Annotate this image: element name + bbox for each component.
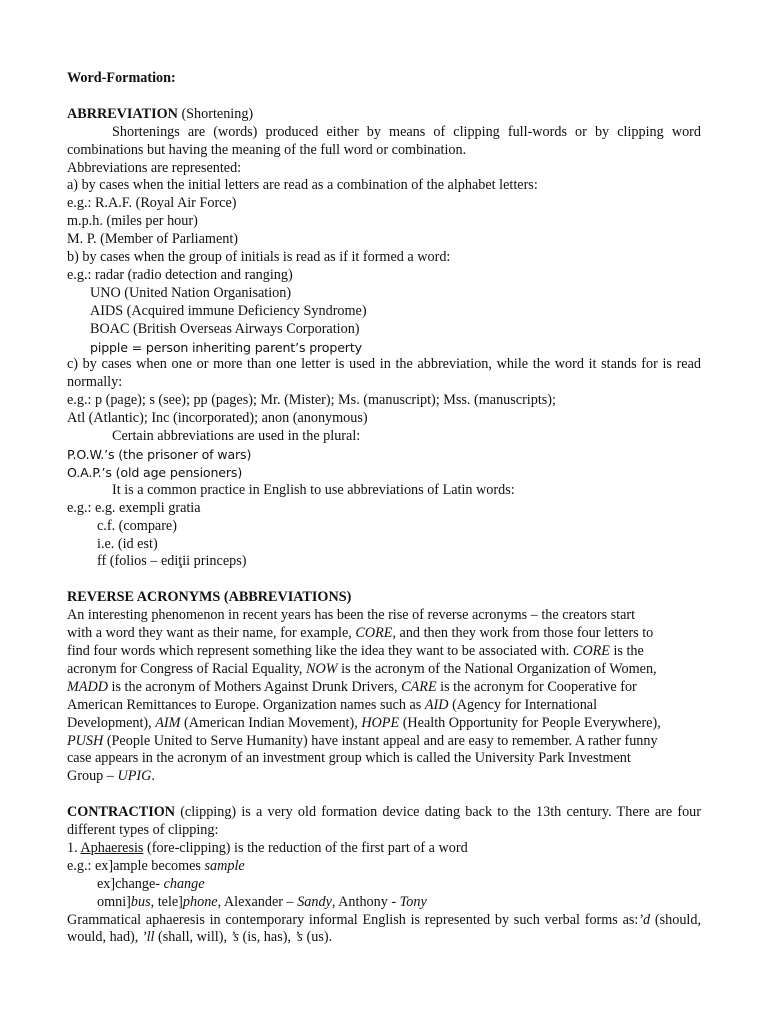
page-title: Word-Formation: <box>67 70 176 86</box>
abbreviation-case-a: a) by cases when the initial letters are read as a combination of the alphabet letters: <box>67 177 538 194</box>
document-body <box>67 70 701 947</box>
contraction-heading: CONTRACTION <box>67 804 175 821</box>
example-line: c.f. (compare) <box>97 517 177 534</box>
example-line: ex]change- change <box>97 875 205 892</box>
example-line: ff (folios – ediţii princeps) <box>97 553 247 570</box>
paragraph-line: PUSH (People United to Serve Humanity) have instant appeal and are easy to remember. A rather funny <box>67 732 658 749</box>
paragraph-line: case appears in the acronym of an investment group which is called the University Park Investment <box>67 750 631 767</box>
paragraph-line: with a word they want as their name, for example, CORE, and then they work from those four letters to <box>67 625 654 642</box>
latin-intro: It is a common practice in English to use abbreviations of Latin words: <box>112 481 515 498</box>
example-line: UNO (United Nation Organisation) <box>90 284 292 301</box>
abbreviation-represented: Abbreviations are represented: <box>67 159 242 176</box>
example-line: O.A.P.’s (old age pensioners) <box>67 464 243 480</box>
example-line: Atl (Atlantic); Inc (incorporated); anon (anonymous) <box>67 410 368 427</box>
paragraph-line: acronym for Congress of Racial Equality, NOW is the acronym of the National Organization of Women, <box>67 660 657 677</box>
reverse-acronyms-heading: REVERSE ACRONYMS (ABBREVIATIONS) <box>67 589 352 606</box>
example-line: i.e. (id est) <box>97 535 158 552</box>
example-line: omni]bus, tele]phone, Alexander – Sandy, Anthony - Tony <box>97 893 427 910</box>
example-line: e.g.: e.g. exempli gratia <box>67 499 201 516</box>
example-line: e.g.: radar (radio detection and ranging) <box>67 266 293 283</box>
abbreviation-case-c: c) by cases when one or more than one letter is used in the abbreviation, while the word it stands for is read normally: <box>67 356 701 391</box>
abbreviation-heading-note: (Shortening) <box>177 105 254 122</box>
contraction-intro: CONTRACTION (clipping) is a very old formation device dating back to the 13th century. There are four different types of clipping: <box>67 804 701 839</box>
example-line: e.g.: p (page); s (see); pp (pages); Mr. (Mister); Ms. (manuscript); Mss. (manuscripts); <box>67 392 556 409</box>
example-line: e.g.: ex]ample becomes sample <box>67 857 245 874</box>
abbreviation-heading: ABRREVIATION <box>67 105 178 122</box>
abbreviation-case-b: b) by cases when the group of initials is read as if it formed a word: <box>67 249 451 266</box>
plural-intro: Certain abbreviations are used in the plural: <box>112 428 361 445</box>
example-line: m.p.h. (miles per hour) <box>67 213 198 230</box>
example-line: AIDS (Acquired immune Deficiency Syndrome) <box>90 302 367 319</box>
paragraph-line: Development), AIM (American Indian Movement), HOPE (Health Opportunity for People Everywhere), <box>67 714 661 731</box>
aphaeresis-term: Aphaeresis <box>80 839 144 856</box>
example-line: e.g.: R.A.F. (Royal Air Force) <box>67 195 237 212</box>
example-line: BOAC (British Overseas Airways Corporation) <box>90 320 360 337</box>
paragraph-line: find four words which represent something like the idea they want to be associated with. CORE is the <box>67 642 644 659</box>
paragraph-line: Group – UPIG. <box>67 768 155 785</box>
example-line: P.O.W.’s (the prisoner of wars) <box>67 447 252 463</box>
paragraph-line: American Remittances to Europe. Organization names such as AID (Agency for International <box>67 696 598 713</box>
paragraph-line: An interesting phenomenon in recent years has been the rise of reverse acronyms – the creators start <box>67 607 636 624</box>
example-line: pipple = person inheriting parent’s property <box>90 339 362 355</box>
abbreviation-heading-line <box>67 106 701 124</box>
paragraph-line: MADD is the acronym of Mothers Against Drunk Drivers, CARE is the acronym for Cooperative for <box>67 678 637 695</box>
grammatical-aphaeresis: Grammatical aphaeresis in contemporary informal English is represented by such verbal forms as:’d (should, would, had), ’ll (shall, will), ’s (is, has), ’s (us). <box>67 911 701 946</box>
aphaeresis-definition: 1. Aphaeresis (fore-clipping) is the reduction of the first part of a word <box>67 839 468 856</box>
abbreviation-intro: Shortenings are (words) produced either by means of clipping full-words or by clipping word combinations but having the meaning of the full word or combination. <box>67 123 701 158</box>
example-line: M. P. (Member of Parliament) <box>67 231 239 248</box>
